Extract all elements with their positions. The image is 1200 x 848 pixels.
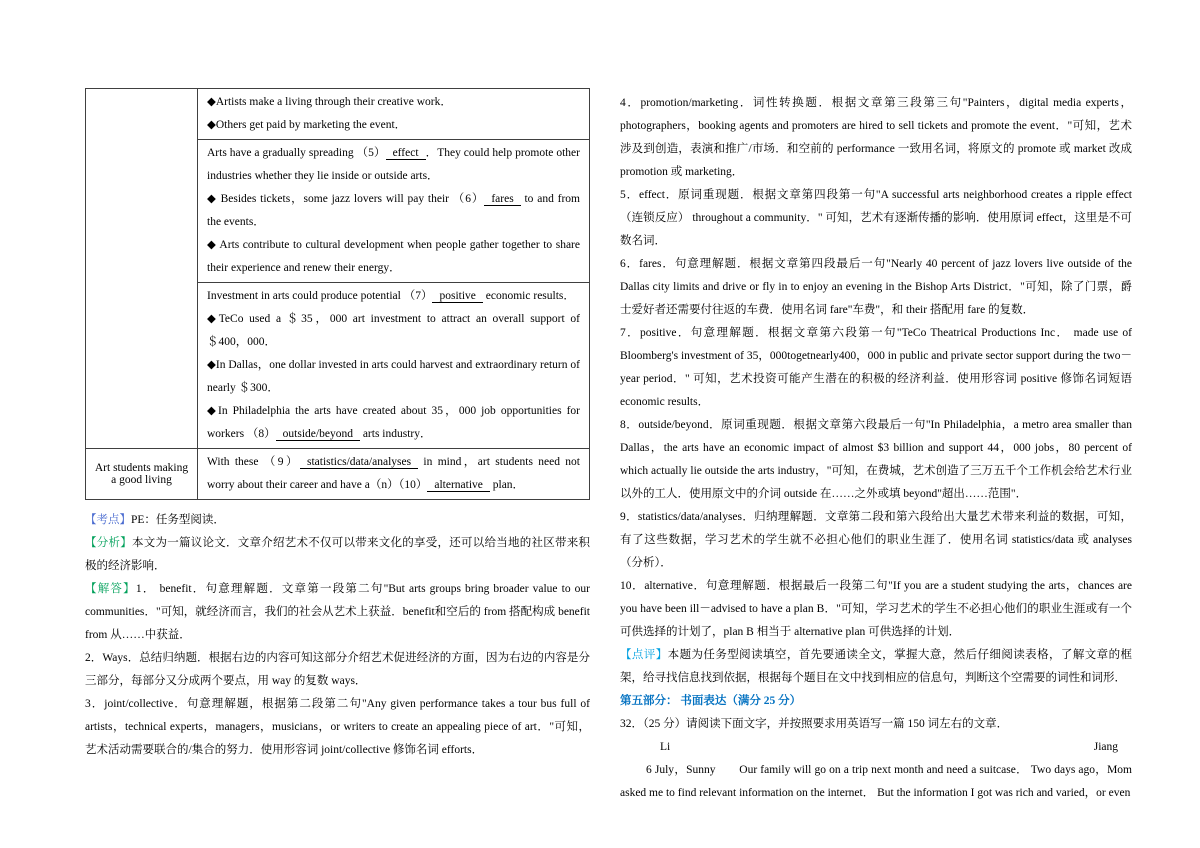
kaodian-note (85, 509, 590, 532)
row-label-cell (86, 449, 198, 500)
right-column (620, 88, 1132, 805)
jieda-label: 【解答】 (85, 583, 136, 595)
analysis-item-6: 6．fares．句意理解题．根据文章第四段最后一句"Nearly 40 percent of jazz lovers live outside of the Dallas city limits and drive or fly in to enjoy an evening in the Bishop Arts District．"可知，除了门票，爵士爱好者还需要付往返的车费．使用名词 fare"车费"，和 their 搭配用 fare 的复数． (620, 258, 1132, 316)
text-segment: ◆TeCo used a ＄35，000 art investment to attract an overall support of ＄400，000． (207, 313, 580, 348)
analysis-item-8: 8．outside/beyond．原词重现题．根据文章第六段最后一句"In Philadelphia，a metro area smaller than Dallas，the arts have an economic impact of almost $3 billion and support 44，000 jobs，80 percent of which actually lie outside the arts industry，"可知，在费城，艺术创造了三万五千个工作机会给艺术行业以外的工人．使用原文中的介词 outside 在……之外或填 beyond"超出……范围"． (620, 419, 1132, 500)
table-paragraph (207, 234, 580, 280)
analysis-item-3: 3．joint/collective．句意理解题，根据第二段第二句"Any given performance takes a tour bus full of artists，technical experts，managers，musicians，or writers to create an appealing piece of art．"可知，艺术活动需要联合的/集合的努力．使用形容词 joint/collective 修饰名词 efforts． (85, 698, 590, 756)
text-segment: With these （9） (207, 456, 300, 468)
text-segment: ◆Others get paid by marketing the event． (207, 119, 407, 131)
name-jiang: Jiang (1093, 741, 1118, 753)
task-reading-table (85, 88, 590, 500)
analysis-item-7: 7．positive．句意理解题．根据文章第六段第一句"TeCo Theatrical Productions Inc． made use of Bloomberg's investment of 35，000togetnearly400，000 in public and private sector support during the two－year period．" 可知，艺术投资可能产生潜在的积极的经济利益．使用形容词 positive 修饰名词短语 economic results． (620, 327, 1132, 408)
table-paragraph (207, 354, 580, 400)
table-paragraph (207, 400, 580, 446)
question-32: 32．（25 分）请阅读下面文字，并按照要求用英语写一篇 150 词左右的文章． (620, 718, 1009, 730)
dianping-label: 【点评】 (620, 649, 668, 661)
diary-text: 6 July，Sunny Our family will go on a trip next month and need a suitcase． Two days ago，Mom asked me to find relevant information on the internet． But the information I got was rich and varied，or even (620, 764, 1132, 799)
table-paragraph (207, 91, 580, 114)
text-segment: ◆In Dallas，one dollar invested in arts could harvest and extraordinary return of nearly ＄300． (207, 359, 580, 394)
answer-blank-7: positive (432, 290, 482, 303)
table-row (86, 449, 590, 500)
dianping-note (620, 644, 1132, 690)
answer-blank-9: statistics/data/analyses (300, 456, 418, 469)
table-paragraph (207, 451, 580, 497)
analysis-notes (85, 509, 590, 762)
text-segment: arts industry． (359, 428, 432, 440)
fenxi-label: 【分析】 (85, 537, 132, 549)
text-segment: Arts have a gradually spreading （5） (207, 147, 386, 159)
text-segment: ．They could help promote other industries whether they lie inside or outside arts． (207, 147, 580, 182)
table-paragraph (207, 285, 580, 308)
table-paragraph (207, 142, 580, 188)
table-paragraph (207, 114, 580, 137)
answer-blank-5: effect (386, 147, 426, 160)
analysis-item-10: 10．alternative．句意理解题．根据最后一段第二句"If you are a student studying the arts，chances are you have been ill－advised to have a plan B．"可知，学习艺术的学生不必担心他们的职业生涯或有一个可供选择的计划了，plan B 相当于 alternative plan 可供选择的计划． (620, 580, 1132, 638)
analysis-item-4: 4．promotion/marketing．词性转换题．根据文章第三段第三句"Painters，digital media experts，photographers，booking agents and promoters are hired to sell tickets and promote the event．"可知，艺术涉及到创造，表演和推广/市场．和空前的 performance 一致用名词，将原文的 promote 或 market 改成 promotion 或 marketing． (620, 97, 1132, 178)
table-row (86, 89, 590, 140)
text-segment: ◆ Besides tickets，some jazz lovers will pay their （6） (207, 193, 485, 205)
table-content-cell (198, 449, 590, 500)
analysis-item-2: 2．Ways．总结归纳题．根据右边的内容可知这部分介绍艺术促进经济的方面，因为右边的内容是分三部分，每部分又分成两个要点，用 way 的复数 ways． (85, 652, 590, 687)
answer-blank-8: outside/beyond (276, 428, 360, 441)
letter-name-line (620, 736, 1132, 759)
table-paragraph (207, 308, 580, 354)
row-label-text: Art students making a good living (94, 462, 189, 486)
kaodian-text: PE：任务型阅读． (131, 514, 225, 526)
row-label-cell-empty (86, 89, 198, 449)
analysis-item-5: 5．effect．原词重现题．根据文章第四段第一句"A successful arts neighborhood creates a ripple effect （连锁反应） throughout a community．" 可知，艺术有逐渐传播的影响．使用原词 effect，这里是不可数名词． (620, 189, 1132, 247)
part5-heading: 第五部分： 书面表达（满分 25 分） (620, 695, 802, 707)
table-content-cell (198, 283, 590, 449)
dianping-text: 本题为任务型阅读填空，首先要通读全文，掌握大意，然后仔细阅读表格，了解文章的框架，给寻找信息找到依据，根据每个题目在文中找到相应的信息句，判断这个空需要的词性和词形． (620, 649, 1133, 684)
text-segment: ◆In Philadelphia the arts have created about 35，000 job opportunities for workers （8） (207, 405, 580, 440)
text-segment: ◆ Arts contribute to cultural development when people gather together to share their experience and renew their energy． (207, 239, 580, 274)
table-content-cell (198, 140, 590, 283)
text-segment: ◆Artists make a living through their creative work． (207, 96, 452, 108)
analysis-item-9: 9．statistics/data/analyses．归纳理解题．文章第二段和第六段给出大量艺术带来利益的数据，可知，有了这些数据，学习艺术的学生就不必担心他们的职业生涯了．使用名词 statistics/data 或 analyses（分析）． (620, 511, 1132, 569)
name-li: Li (660, 741, 671, 753)
fenxi-note (85, 532, 590, 578)
answer-blank-6: fares (484, 193, 520, 206)
answer-blank-10: alternative (427, 479, 490, 492)
text-segment: plan． (489, 479, 525, 491)
text-segment: to and from the events． (207, 193, 581, 228)
table-paragraph (207, 188, 580, 234)
text-segment: economic results． (482, 290, 575, 302)
text-segment: in mind，art students need not worry about their career and have a（n）（10） (207, 456, 580, 491)
table-content-cell (198, 89, 590, 140)
kaodian-label: 【考点】 (85, 514, 131, 526)
jieda-note (85, 578, 590, 647)
text-segment: Investment in arts could produce potential （7） (207, 290, 433, 302)
fenxi-text: 本文为一篇议论文．文章介绍艺术不仅可以带来文化的享受，还可以给当地的社区带来积极的经济影响． (85, 537, 590, 572)
left-column (85, 88, 590, 805)
jieda-text: 1． benefit．句意理解题．文章第一段第二句"But arts groups bring broader value to our communities．"可知，就经济而言，我们的社会从艺术上获益．benefit和空后的 from 搭配构成 benefit from 从……中获益． (85, 583, 591, 641)
